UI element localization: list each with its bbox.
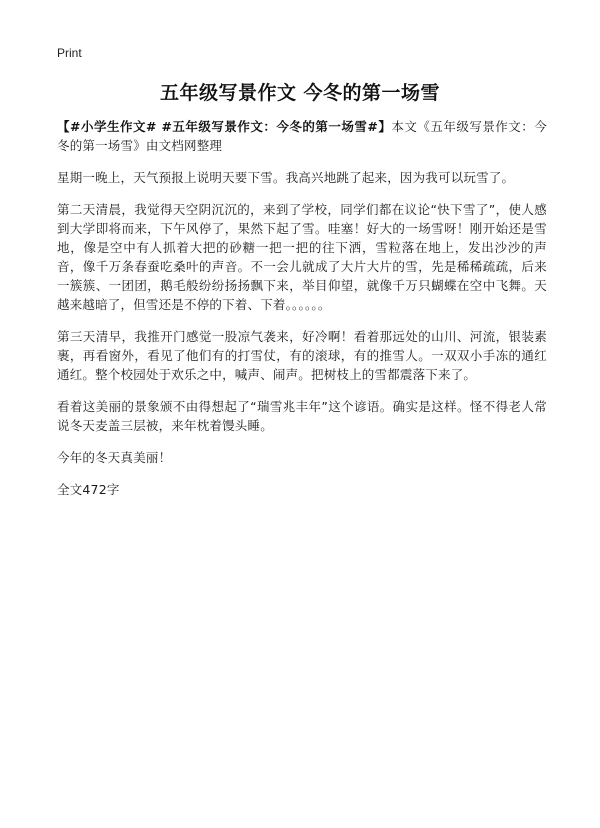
paragraph-5: 今年的冬天真美丽！ — [57, 450, 172, 465]
word-count: 全文472字 — [57, 482, 120, 497]
paragraph-4: 看着这美丽的景象颁不由得想起了“瑞雪兆丰年”这个谚语。确实是这样。怪不得老人常说冬天麦盖三层被，来年枕着馒头睡。 — [57, 399, 547, 433]
article-body — [57, 117, 547, 512]
paragraph-1: 星期一晚上，天气预报上说明天要下雪。我高兴地跳了起来，因为我可以玩雪了。 — [57, 170, 515, 185]
intro-source-text: 本文《五年级写景作文：今冬的第一场雪》由文档网整理 — [57, 119, 547, 153]
article-title: 五年级写景作文 今冬的第一场雪 — [159, 82, 441, 104]
paragraph-3: 第三天清早，我推开门感觉一股凉气袭来，好冷啊！看着那远处的山川、河流，银装素裹，再看窗外，看见了他们有的打雪仗，有的滚球，有的推雪人。一双双小手冻的通红通红。整个校园处于欢乐之中，喊声、闹声。把树枝上的雪都震落下来了。 — [57, 329, 547, 382]
print-link[interactable]: Print — [57, 46, 82, 60]
article-intro — [57, 117, 547, 155]
paragraph-2: 第二天清晨，我觉得天空阴沉沉的，来到了学校，同学们都在议论“快下雪了”，使人感到大学即将而来，下午风停了，果然下起了雪。哇塞！好大的一场雪呀！刚开始还是雪地，像是空中有人抓着大把的砂糖一把一把的往下洒，雪粒落在地上，发出沙沙的声音，像千万条春蚕吃桑叶的声音。不一会儿就成了大片大片的雪，先是稀稀疏疏，后来一簇簇、一团团，鹅毛般纷纷扬扬飘下来，举目仰望，就像千万只蝴蝶在空中飞舞。天越来越暗了，但雪还是不停的下着、下着。。。。。。 — [57, 202, 547, 312]
intro-tags: 【#小学生作文# #五年级写景作文：今冬的第一场雪#】 — [57, 119, 392, 134]
